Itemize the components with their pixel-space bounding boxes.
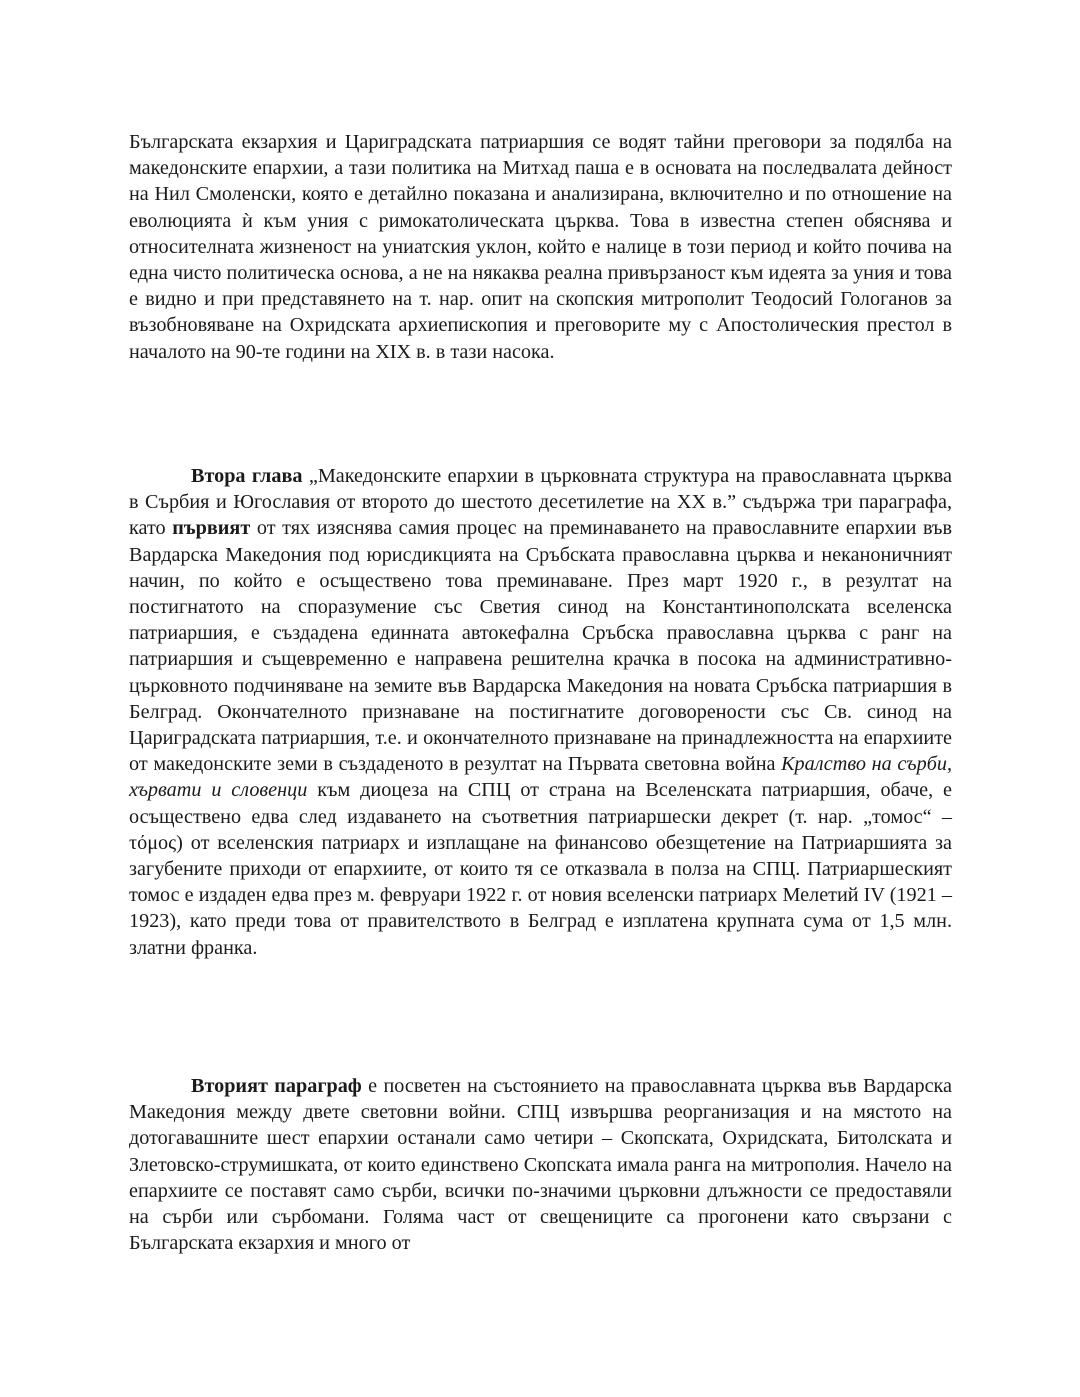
paragraph-3-text: е посветен на състоянието на православната църква във Вардарска Македония между двете световни войни. СПЦ извършва реорганизация и на мястото на дотогавашните шест епархии останали само четири – Скопската, Охридската, Битолската и Злетовско-струмишката, от които единствено Скопската имала ранга на митрополия. Начело на епархиите се поставят само сърби, всички по-значими църковни длъжности се предоставяли на сърби или сърбомани. Голяма част от свещениците са прогонени като свързани с Българската екзархия и много от (129, 1075, 952, 1255)
paragraph-2 (129, 463, 952, 961)
second-paragraph-label: Вторият параграф (191, 1075, 362, 1097)
chapter-two-heading: Втора глава (191, 465, 303, 487)
first-paragraph-label: първият (172, 517, 251, 540)
paragraph-2-text-c: към диоцеза на СПЦ от страна на Вселенската патриаршия, обаче, е осъществено едва след издаването на съответния патриаршески декрет (т. нар. „томос“ – τόμος) от вселенския патриарх и изплащане на финансово обезщетение на Патриаршията за загубените приходи от епархиите, от които тя се отказвала в полза на СПЦ. Патриаршеският томос е издаден едва през м. февруари 1922 г. от новия вселенски патриарх Мелетий IV (1921 – 1923), като преди това от правителството в Белград е изплатена крупната сума от 1,5 млн. златни франка. (129, 779, 952, 959)
paragraph-1-text: Българската екзархия и Цариградската патриаршия се водят тайни преговори за подялба на македонските епархии, а тази политика на Митхад паша е в основата на последвалата дейност на Нил Смоленски, която е детайлно показана и анализирана, включително и по отношение на еволюцията ѝ към уния с римокатолическата църква. Това в известна степен обяснява и относителната жизненост на униатския уклон, който е налице в този период и който почива на една чисто политическа основа, а не на някаква реална привързаност към идеята за уния и това е видно и при представянето на т. нар. опит на скопския митрополит Теодосий Гологанов за възобновяване на Охридската архиепископия и преговорите му с Апостолическия престол в началото на 90-те години на XIX в. в тази насока. (129, 131, 952, 363)
paragraph-3 (129, 1073, 952, 1256)
paragraph-2-text-a: „Македонските епархии в църковната структура на православната църква в Сърбия и Югославия от второто до шестото десетилетие на XX в.” съдържа три параграфа, като (129, 465, 952, 540)
paragraph-2-text-b: от тях изяснява самия процес на преминаването на православните епархии във Вардарска Македония под юрисдикцията на Сръбската православна църква и неканоничният начин, по който е осъществено това преминаване. През март 1920 г., в резултат на постигнатото на споразумение със Светия синод на Константинополската вселенска патриаршия, е създадена единната автокефална Сръбска православна църква с ранг на патриаршия и същевременно е направена решителна крачка в посока на административно-църковното подчиняване на земите във Вардарска Македония на новата Сръбска патриаршия в Белград. Окончателното признаване на постигнатите договорености със Св. синод на Цариградската патриаршия, т.е. и окончателното признаване на принадлежността на епархиите от македонските земи в създаденото в резултат на Първата световна война (129, 517, 952, 776)
kingdom-name: Кралство на сърби, хървати и словенци (129, 753, 952, 802)
paragraph-1 (129, 129, 952, 365)
